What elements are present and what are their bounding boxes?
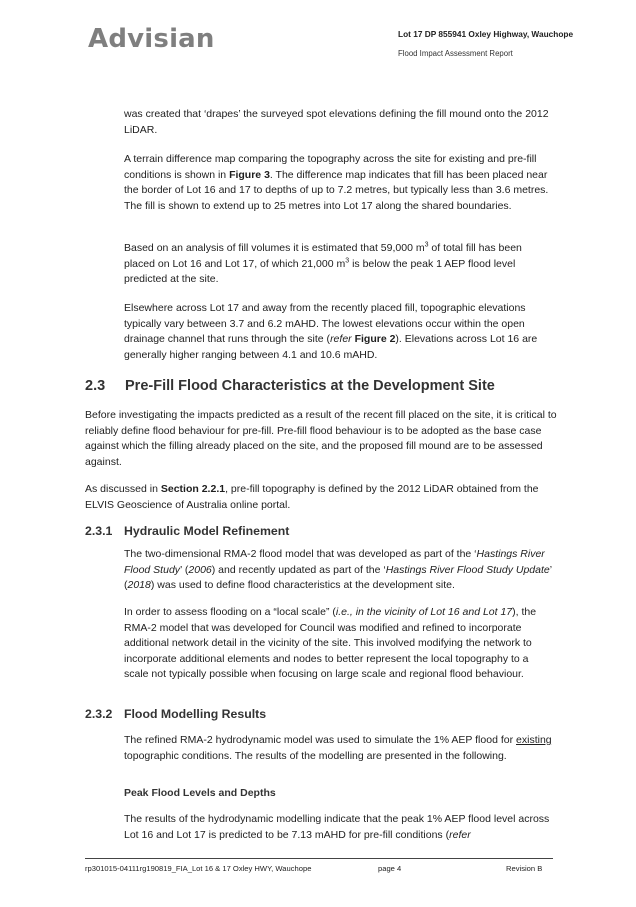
subheading-peak-flood-levels: Peak Flood Levels and Depths [124,787,276,799]
footer-document-reference: rp301015-04111rg190819_FIA_Lot 16 & 17 Oxley HWY, Wauchope [85,864,312,873]
paragraph-modelling-results: The refined RMA-2 hydrodynamic model was used to simulate the 1% AEP flood for existing topographic conditions. The results of the modelling are presented in the following. [124,734,552,762]
section-heading-2-3: 2.3 Pre-Fill Flood Characteristics at the Development Site [85,378,495,394]
figure-3-reference: Figure 3 [229,168,270,181]
paragraph-pre-fill-topography: As discussed in Section 2.2.1, pre-fill topography is defined by the 2012 LiDAR obtained from the ELVIS Geoscience of Australia online portal. [85,483,539,511]
footer-page-number: page 4 [378,864,402,873]
section-heading-2-3-2: 2.3.2 Flood Modelling Results [85,707,267,721]
footer-divider [85,858,553,859]
paragraph-topographic-elevations: Elsewhere across Lot 17 and away from the recently placed fill, topographic elevations typically vary between 3.7 and 6.2 mAHD. The lowest elevations occur within the open drainage channel that runs through the site (refer Figure 2). Elevations across Lot 16 are generally higher ranging between 4.1 and 10.6 mAHD. [124,302,538,361]
paragraph-fill-volumes: Based on an analysis of fill volumes it is estimated that 59,000 $m^3$ of total fill has been placed on Lot 16 and Lot 17, of which 21,000 $m^3$ is below the peak 1 AEP flood level predicted at the site. [124,241,522,285]
paragraph-terrain-difference: A terrain difference map comparing the topography across the site for existing and pre-fill conditions is shown in Figure 3. The difference map indicates that fill has been placed near the border of Lot 16 and 17 to depths of up to 7.2 metres, but typically less than 3.6 metres. The fill is shown to extend up to 25 metres into Lot 17 along the shared boundaries. [124,153,549,212]
advisian-logo: Advisian [88,24,215,54]
header-subtitle: Flood Impact Assessment Report [398,49,513,58]
footer-revision: Revision B [506,864,543,873]
paragraph-peak-flood-level: The results of the hydrodynamic modelling indicate that the peak 1% AEP flood level across Lot 16 and Lot 17 is predicted to be 7.13 mAHD for pre-fill conditions (refer [124,813,550,841]
header-title: Lot 17 DP 855941 Oxley Highway, Wauchope [398,29,574,39]
paragraph-pre-fill-base-case: Before investigating the impacts predicted as a result of the recent fill placed on the site, it is critical to reliably define flood behaviour for pre-fill. Pre-fill flood behaviour is to be adopted as the base case against which the filling already placed on the site, and the proposed fill mound are to be assessed against. [85,409,557,468]
paragraph-local-scale: In order to assess flooding on a “local scale” (i.e., in the vicinity of Lot 16 and Lot 17), the RMA-2 model that was developed for Council was modified and refined to incorporate additional network detail in the vicinity of the site. This involved modifying the network to incorporate additional elements and nodes to better represent the local topography to a scale not typically possible when focusing on large scale and regional flood behaviour. [124,606,537,680]
paragraph-rma2-model: The two-dimensional RMA-2 flood model that was developed as part of the ‘Hastings River Flood Study’ (2006) and recently updated as part of the ‘Hastings River Flood Study Update’ (2018) was used to define flood characteristics at the development site. [124,548,552,591]
section-2-2-1-reference: Section 2.2.1 [160,483,226,495]
figure-2-reference: Figure 2 [354,333,396,345]
page-header [398,29,628,58]
section-heading-2-3-1: 2.3.1 Hydraulic Model Refinement [85,524,290,538]
paragraph-lidar-drape: was created that ‘drapes’ the surveyed spot elevations defining the fill mound onto the 2012 LiDAR. [124,108,549,136]
